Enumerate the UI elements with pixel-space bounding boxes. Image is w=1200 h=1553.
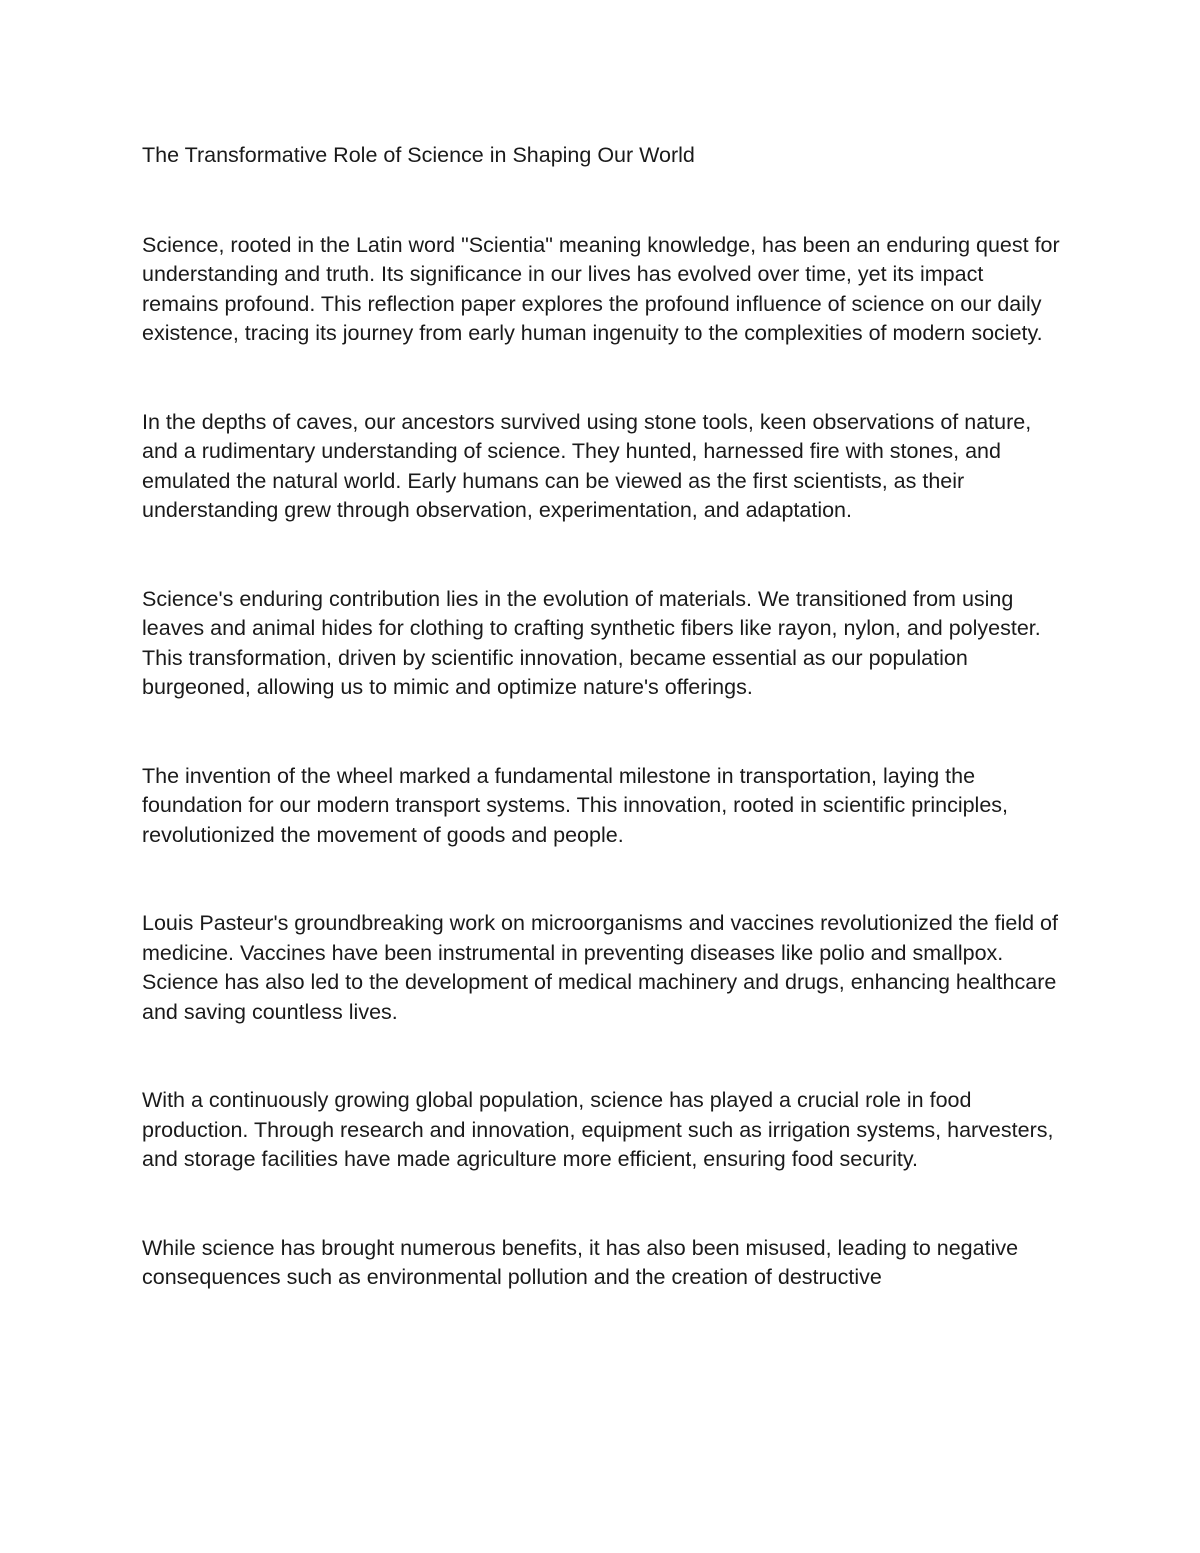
paragraph-materials: Science's enduring contribution lies in the evolution of materials. We transitioned from using leaves and animal hides for clothing to crafting synthetic fibers like rayon, nylon, and polyester. This transformation, driven by scientific innovation, became essential as our population burgeoned, allowing us to mimic and optimize nature's offerings. (142, 586, 1041, 699)
document-body (142, 141, 1062, 1293)
paragraph-early-humans: In the depths of caves, our ancestors survived using stone tools, keen observations of nature, and a rudimentary understanding of science. They hunted, harnessed fire with stones, and emulated the natural world. Early humans can be viewed as the first scientists, as their understanding grew through observation, experimentation, and adaptation. (142, 409, 1032, 522)
paragraph-introduction: Science, rooted in the Latin word "Scientia" meaning knowledge, has been an enduring quest for understanding and truth. Its significance in our lives has evolved over time, yet its impact remains profound. This reflection paper explores the profound influence of science on our daily existence, tracing its journey from early human ingenuity to the complexities of modern society. (142, 232, 1060, 345)
paragraph-misuse: While science has brought numerous benefits, it has also been misused, leading to negative consequences such as environmental pollution and the creation of destructive (142, 1235, 1019, 1289)
paragraph-wheel: The invention of the wheel marked a fundamental milestone in transportation, laying the foundation for our modern transport systems. This innovation, rooted in scientific principles, revolutionized the movement of goods and people. (142, 763, 1009, 847)
paragraph-medicine: Louis Pasteur's groundbreaking work on microorganisms and vaccines revolutionized the field of medicine. Vaccines have been instrumental in preventing diseases like polio and smallpox. Science has also led to the development of medical machinery and drugs, enhancing healthcare and saving countless lives. (142, 911, 1058, 1024)
paragraph-food-production: With a continuously growing global population, science has played a crucial role in food production. Through research and innovation, equipment such as irrigation systems, harvesters, and storage facilities have made agriculture more efficient, ensuring food security. (142, 1088, 1054, 1171)
document-title: The Transformative Role of Science in Shaping Our World (142, 143, 695, 167)
